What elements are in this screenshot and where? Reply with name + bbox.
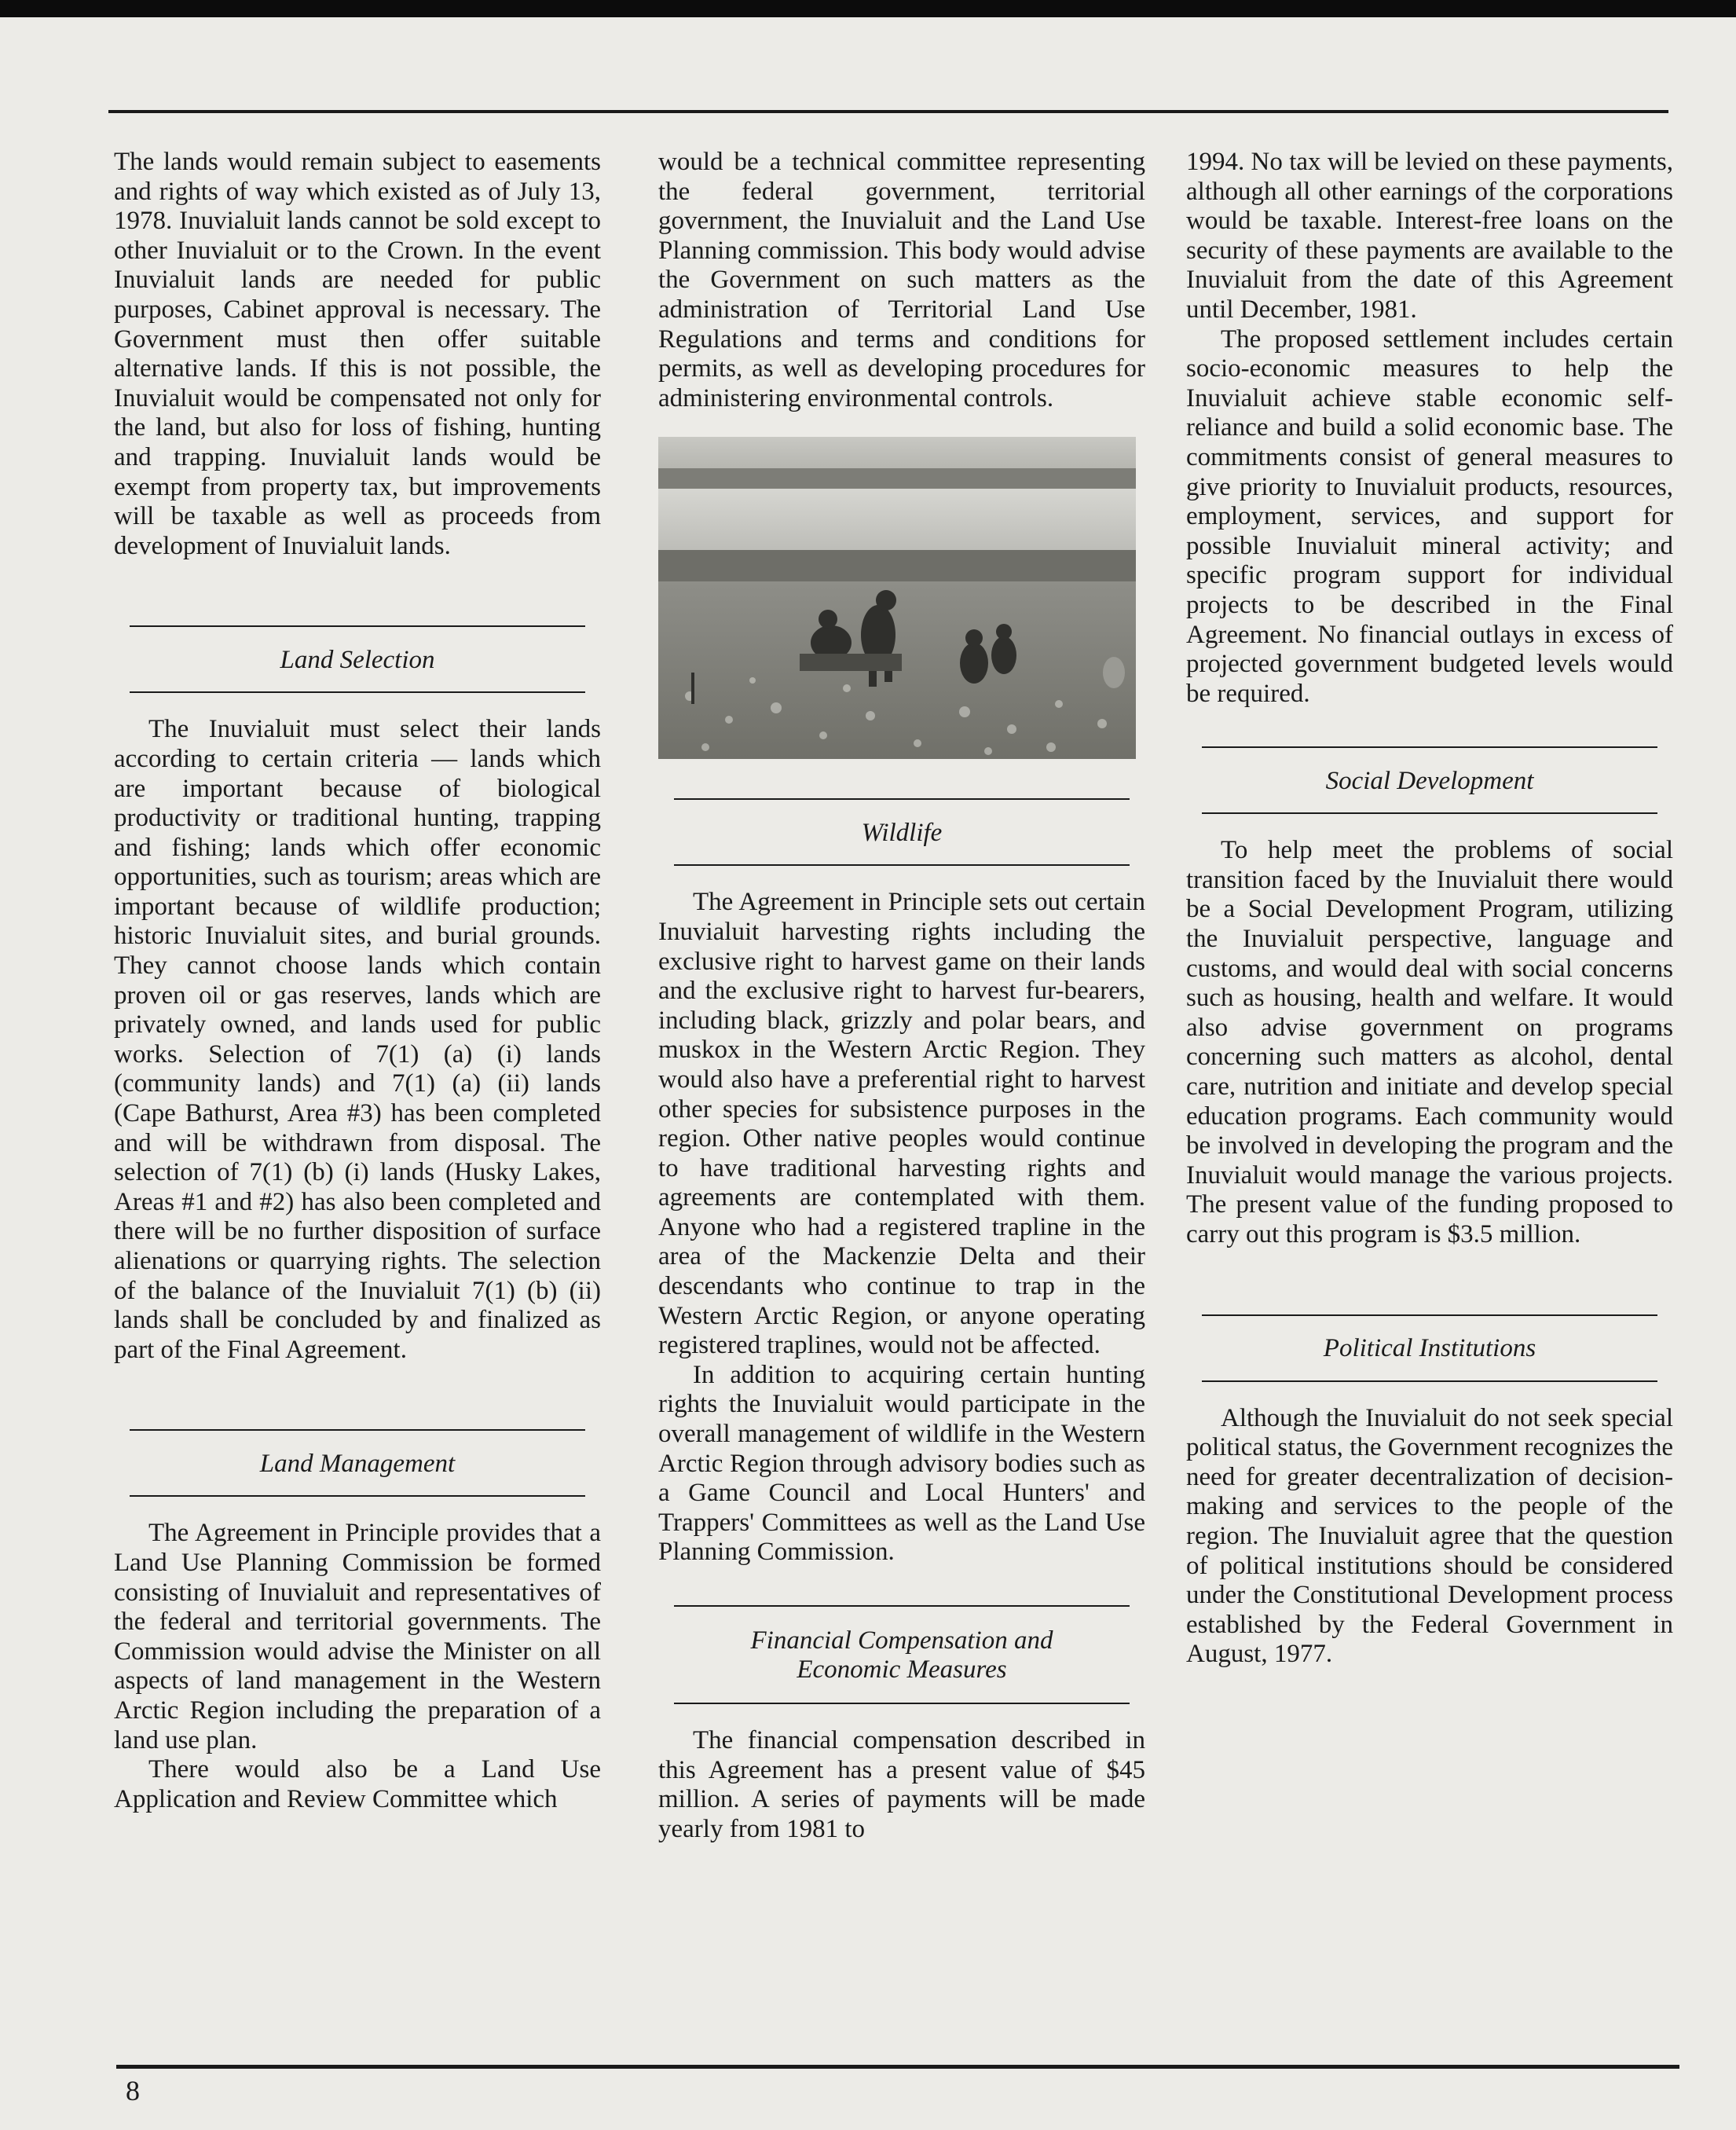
- social-development-heading: [1186, 734, 1673, 828]
- page-number: 8: [126, 2075, 140, 2106]
- intro-paragraph: The lands would remain subject to easements and rights of way which existed as of July 13, 1978. Inuvialuit lands cannot be sold except to other Inuvialuit or to the Crown. In the event Inuvialuit lands are needed for public purposes, Cabinet approval is necessary. The Government must then offer suitable alternative lands. If this is not possible, the Inuvialuit would be compensated not only for the land, but also for loss of fishing, hunting and trapping. Inuvialuit lands would be exempt from property tax, but improvements will be taxable as well as proceeds from development of Inuvialuit lands.: [114, 148, 601, 560]
- continuation-paragraph: 1994. No tax will be levied on these payments, although all other earnings of the corporations would be taxable. Interest-free loans on the security of these payments are available to the Inuvialuit from the date of this Agreement until December, 1981.: [1186, 148, 1673, 324]
- heading-rule: [130, 691, 585, 693]
- heading-rule: [674, 864, 1130, 866]
- wildlife-heading: [658, 786, 1145, 880]
- heading-title: [658, 1593, 1145, 1718]
- heading-line-1: Financial Compensation and: [750, 1626, 1053, 1655]
- column-3: [1186, 148, 1673, 1670]
- heading-title: Political Institutions: [1323, 1334, 1536, 1363]
- political-institutions-heading: [1186, 1302, 1673, 1396]
- heading-rule: [1202, 812, 1657, 814]
- column-2: [658, 148, 1145, 1844]
- heading-title: Wildlife: [861, 818, 943, 847]
- land-management-paragraph-1: The Agreement in Principle provides that a Land Use Planning Commission be formed consisting of Inuvialuit and representatives of the federal and territorial governments. The Commission would advise the Minister on all aspects of land management in the Western Arctic Region including the preparation of a land use plan.: [114, 1519, 601, 1754]
- political-institutions-body: Although the Inuvialuit do not seek special political status, the Government recognizes the need for greater decentralization of decision-making and services to the people of the region. The Inuvialuit agree that the question of political institutions should be considered under the Constitutional Development process established by the Federal Government in August, 1977.: [1186, 1403, 1673, 1669]
- wildlife-paragraph-1: The Agreement in Principle sets out certain Inuvialuit harvesting rights including the exclusive right to harvest game on their lands and the exclusive right to harvest fur-bearers, including black, grizzly and polar bears, and muskox in the Western Arctic Region. They would also have a preferential right to harvest other species for subsistence purposes in the region. Other native peoples would continue to have traditional harvesting rights and agreements are contemplated with them. Anyone who had a registered trapline in the area of the Mackenzie Delta and their descendants who continue to trap in the Western Arctic Region, or anyone operating registered traplines, would not be affected.: [658, 888, 1145, 1360]
- continuation-paragraph: would be a technical committee representing the federal government, territorial government, the Inuvialuit and the Land Use Planning commission. This body would advise the Government on such matters as the administration of Territorial Land Use Regulations and terms and conditions for permits, as well as developing procedures for administering environmental controls.: [658, 148, 1145, 412]
- heading-rule: [130, 1495, 585, 1497]
- heading-rule: [1202, 1380, 1657, 1382]
- land-selection-body: The Inuvialuit must select their lands according to certain criteria — lands which are important because of biological productivity or traditional hunting, trapping and fishing; lands which offer economic opportunities, such as tourism; areas which are important because of wildlife production; historic Inuvialuit sites, and burial grounds. They cannot choose lands which contain proven oil or gas reserves, lands which are privately owned, and lands used for public works. Selection of 7(1) (a) (i) lands (community lands) and 7(1) (a) (ii) lands (Cape Bathurst, Area #3) has been completed and will be withdrawn from disposal. The selection of 7(1) (b) (i) lands (Husky Lakes, Areas #1 and #2) has also been completed and there will be no further disposition of surface alienations or quarrying rights. The selection of the balance of the Inuvialuit 7(1) (b) (ii) lands shall be concluded by and finalized as part of the Final Agreement.: [114, 715, 601, 1364]
- heading-line-2: Economic Measures: [797, 1655, 1007, 1684]
- financial-paragraph-1: The financial compensation described in this Agreement has a present value of $45 million. A series of payments will be made yearly from 1981 to: [658, 1726, 1145, 1843]
- heading-title: Land Selection: [280, 645, 435, 674]
- column-1: [114, 148, 601, 1814]
- top-border: [0, 0, 1736, 17]
- land-management-heading: [114, 1417, 601, 1511]
- arctic-photograph: [658, 437, 1136, 759]
- header-rule: [108, 110, 1668, 113]
- land-selection-heading: [114, 613, 601, 707]
- social-development-body: To help meet the problems of social transition faced by the Inuvialuit there would be a Social Development Program, utilizing the Inuvialuit perspective, language and customs, and would deal with social concerns such as housing, health and welfare. It would also advise government on programs concerning such matters as alcohol, dental care, nutrition and initiate and develop special education programs. Each community would be involved in developing the program and the Inuvialuit would manage the various projects. The present value of the funding proposed to carry out this program is $3.5 million.: [1186, 836, 1673, 1248]
- wildlife-paragraph-2: In addition to acquiring certain hunting rights the Inuvialuit would participate in the overall management of wildlife in the Western Arctic Region through advisory bodies such as a Game Council and Local Hunters' and Trappers' Committees as well as the Land Use Planning Commission.: [658, 1360, 1145, 1567]
- land-management-paragraph-2: There would also be a Land Use Application and Review Committee which: [114, 1755, 601, 1813]
- socio-economic-paragraph: The proposed settlement includes certain socio-economic measures to help the Inuvialuit achieve stable economic self-reliance and build a solid economic base. The commitments consist of general measures to give priority to Inuvialuit products, resources, employment, services, and support for possible Inuvialuit mineral activity; and specific program support for individual projects to be described in the Final Agreement. No financial outlays in excess of projected government budgeted levels would be required.: [1186, 324, 1673, 708]
- heading-title: Social Development: [1325, 766, 1534, 795]
- heading-rule: [674, 1703, 1130, 1704]
- financial-heading: [658, 1593, 1145, 1718]
- heading-title: Land Management: [259, 1449, 456, 1478]
- footer-rule: [116, 2065, 1679, 2069]
